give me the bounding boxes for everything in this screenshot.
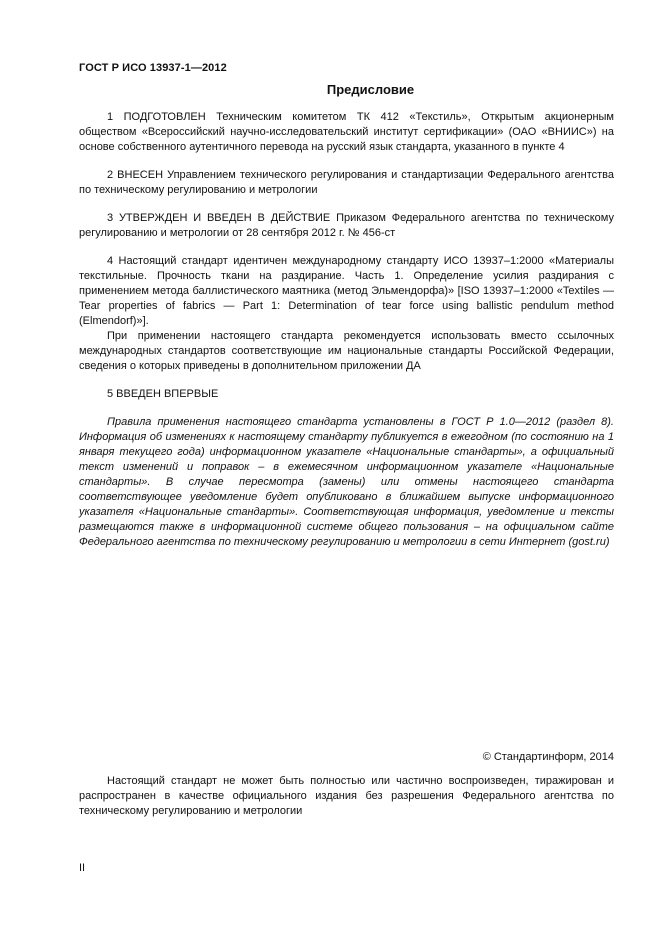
paragraph-introduced: 2 ВНЕСЕН Управлением технического регулирования и стандартизации Федерального агентства по техническому регулированию и метрологии (79, 169, 614, 196)
document-code: ГОСТ Р ИСО 13937-1—2012 (79, 62, 227, 74)
paragraph-approved: 3 УТВЕРЖДЕН И ВВЕДЕН В ДЕЙСТВИЕ Приказом Федерального агентства по техническому регулированию и метрологии от 28 сентября 2012 г. № 456-ст (79, 212, 614, 239)
paragraph-identical-standard: 4 Настоящий стандарт идентичен международному стандарту ИСО 13937–1:2000 «Материалы текстильные. Прочность ткани на раздирание. Часть 1. Определение усилия раздирания с применением метода баллистического маятника (метод Эльмендорфа)» [ISO 13937–1:2000 «Textiles — Tear properties of fabrics — Part 1: Determination of tear force using ballistic pendulum method (Elmendorf)»]. (79, 255, 614, 327)
page-number: II (79, 862, 86, 874)
reproduction-notice: Настоящий стандарт не может быть полностью или частично воспроизведен, тиражирован и распространен в качестве официального издания без разрешения Федерального агентства по техническому регулированию и метрологии (79, 775, 614, 817)
foreword-body (79, 110, 614, 550)
rules-note: Правила применения настоящего стандарта установлены в ГОСТ Р 1.0—2012 (раздел 8). Информация об изменениях к настоящему стандарту публикуется в ежегодном (по состоянию на 1 января текущего года) информационном указателе «Национальные стандарты», а официальный текст изменений и поправок – в ежемесячном информационном указателе «Национальные стандарты». В случае пересмотра (замены) или отмены настоящего стандарта соответствующее уведомление будет опубликовано в ближайшем выпуске информационного указателя «Национальные стандарты». Соответствующая информация, уведомление и тексты размещаются также в информационной системе общего пользования – на официальном сайте Федерального агентства по техническому регулированию и метрологии в сети Интернет (gost.ru) (79, 416, 614, 548)
copyright-line: © Стандартинформ, 2014 (482, 751, 614, 763)
paragraph-prepared: 1 ПОДГОТОВЛЕН Техническим комитетом ТК 412 «Текстиль», Открытым акционерным обществом «Всероссийский научно-исследовательский институт сертификации» (ОАО «ВНИИС») на основе собственного аутентичного перевода на русский язык стандарта, указанного в пункте 4 (79, 111, 614, 153)
page-title: Предисловие (326, 82, 415, 97)
paragraph-first-introduced: 5 ВВЕДЕН ВПЕРВЫЕ (107, 388, 219, 400)
paragraph-references-note: При применении настоящего стандарта рекомендуется использовать вместо ссылочных международных стандартов соответствующие им национальные стандарты Российской Федерации, сведения о которых приведены в дополнительном приложении ДА (79, 330, 614, 372)
